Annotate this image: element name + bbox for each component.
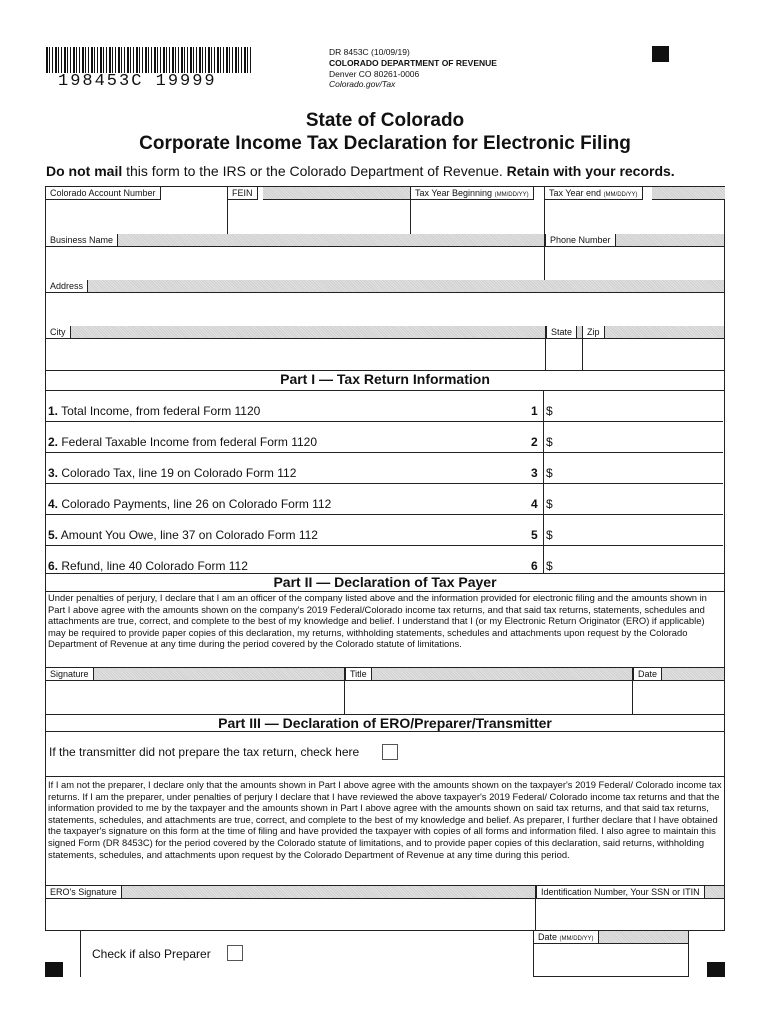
ero-signature-label: ERO's Signature (46, 886, 122, 899)
line-label: 6. Refund, line 40 Colorado Form 112 (48, 559, 248, 573)
department-address: Denver CO 80261-0006 (329, 69, 420, 79)
state-field[interactable] (546, 340, 581, 370)
zip-field[interactable] (583, 340, 724, 370)
barcode-number: 198453C 19999 (58, 72, 217, 91)
line-number: 2 (531, 435, 538, 449)
registration-mark (707, 962, 725, 977)
registration-mark (652, 46, 669, 62)
tax-year-begin-label: Tax Year Beginning (MM/DD/YY) (411, 187, 534, 200)
phone-label: Phone Number (545, 234, 616, 247)
ero-signature-field[interactable] (47, 900, 534, 930)
phone-field[interactable] (545, 248, 724, 279)
line-number: 4 (531, 497, 538, 511)
line-label: 1. Total Income, from federal Form 1120 (48, 404, 261, 418)
line-number: 1 (531, 404, 538, 418)
title-label: Title (345, 668, 372, 681)
line-amount-field[interactable] (556, 455, 722, 482)
line-label: 4. Colorado Payments, line 26 on Colorado Form 112 (48, 497, 332, 511)
dollar-sign: $ (546, 435, 553, 449)
line-label: 5. Amount You Owe, line 37 on Colorado Form 112 (48, 528, 318, 542)
signature-field[interactable] (47, 682, 343, 713)
instruction-line: Do not mail this form to the IRS or the Colorado Department of Revenue. Retain with your records. (46, 163, 675, 179)
line-number: 5 (531, 528, 538, 542)
business-name-field[interactable] (47, 248, 543, 279)
part1-heading: Part I — Tax Return Information (280, 371, 490, 387)
line-amount-field[interactable] (556, 517, 722, 544)
city-label: City (46, 326, 71, 339)
fein-field[interactable] (228, 201, 409, 233)
title-state: State of Colorado (305, 110, 465, 131)
line-amount-field[interactable] (556, 548, 722, 575)
part1-line-4 (46, 484, 724, 515)
form-id: DR 8453C (10/09/19) (329, 47, 410, 57)
id-number-field[interactable] (536, 900, 724, 930)
part2-declaration-text: Under penalties of perjury, I declare that I am an officer of the company listed above and the information provided for electronic filing and the amounts shown in Part I above agree with the amounts shown on the company's 2019 Federal/Colorado income tax returns, and that said tax returns, statements, schedules and attachments are true, correct, and complete to the best of my knowledge and belief. I understand that I (or my Electronic Return Originator (ERO) if applicable) may be required to provide paper copies of this declaration, my returns, withholding statements, schedules and attachments upon request by the Colorado Department of Revenue at any time during the period covered by the Colorado statute of limitations. (48, 592, 707, 650)
part3-section (45, 714, 725, 931)
title-field[interactable] (345, 682, 631, 713)
transmitter-checkbox[interactable] (382, 744, 398, 760)
transmitter-check-label: If the transmitter did not prepare the tax return, check here (49, 745, 360, 759)
ero-date-field[interactable] (534, 945, 688, 976)
line-label: 2. Federal Taxable Income from federal Form 1120 (48, 435, 318, 449)
part1-line-2 (46, 422, 724, 453)
taxpayer-info-block (45, 186, 725, 371)
dollar-sign: $ (546, 404, 553, 418)
dollar-sign: $ (546, 497, 553, 511)
date-label: Date (633, 668, 662, 681)
tax-year-end-field[interactable] (545, 201, 725, 233)
part3-declaration-text: If I am not the preparer, I declare only that the amounts shown in Part I above agree with the amounts shown on the taxpayer's 2019 Federal/ Colorado income tax returns. If I am the preparer, under penalties of perjury I declare that I have reviewed the above taxpayer's 2019 Federal/ Colorado income tax returns and that the information provided to me by the taxpayer and the amounts shown in Part I above agree with the amounts shown on said tax returns, and that said tax returns, statements, schedules, and attachments are true, correct, and complete to the best of my knowledge and belief. As preparer, I further declare that I have obtained the taxpayer's signature on this form at the time of filing and have provided the taxpayer with copies of all forms and information filed. I also agree to maintain this signed Form (DR 8453C) for the period covered by the Colorado statute of limitations, and to provide paper copies of this declaration, said returns, withholding statements, schedules, and attachments upon request by the Colorado Department of Revenue at any time during this period. (48, 779, 722, 860)
line-amount-field[interactable] (556, 424, 722, 451)
part3-heading: Part III — Declaration of ERO/Preparer/Transmitter (218, 715, 552, 731)
address-label: Address (46, 280, 88, 293)
account-number-field[interactable] (47, 201, 226, 233)
department-name: COLORADO DEPARTMENT OF REVENUE (329, 58, 497, 68)
line-label: 3. Colorado Tax, line 19 on Colorado Form 112 (48, 466, 297, 480)
business-name-label: Business Name (46, 234, 118, 247)
barcode (46, 47, 252, 73)
ero-date-label: Date (MM/DD/YY) (534, 931, 599, 944)
line-number: 6 (531, 559, 538, 573)
also-preparer-label: Check if also Preparer (92, 947, 211, 961)
signature-label: Signature (46, 668, 94, 681)
also-preparer-checkbox[interactable] (227, 945, 243, 961)
registration-mark (45, 962, 63, 977)
part2-heading: Part II — Declaration of Tax Payer (273, 574, 497, 590)
part2-section (45, 573, 725, 715)
department-website: Colorado.gov/Tax (329, 79, 396, 89)
tax-year-begin-field[interactable] (411, 201, 543, 233)
state-label: State (546, 326, 577, 339)
date-field[interactable] (633, 682, 724, 713)
zip-label: Zip (583, 326, 605, 339)
account-number-label: Colorado Account Number (46, 187, 161, 200)
fein-label: FEIN (228, 187, 258, 200)
address-field[interactable] (47, 294, 723, 325)
part1-line-5 (46, 515, 724, 546)
line-amount-field[interactable] (556, 486, 722, 513)
page-title: Corporate Income Tax Declaration for Electronic Filing (139, 133, 631, 154)
part1-line-3 (46, 453, 724, 484)
id-number-label: Identification Number, Your SSN or ITIN (536, 886, 705, 899)
dollar-sign: $ (546, 528, 553, 542)
tax-year-end-label: Tax Year end (MM/DD/YY) (545, 187, 643, 200)
line-number: 3 (531, 466, 538, 480)
dollar-sign: $ (546, 466, 553, 480)
dollar-sign: $ (546, 559, 553, 573)
part1-line-1 (46, 391, 724, 422)
city-field[interactable] (47, 340, 544, 370)
line-amount-field[interactable] (556, 393, 722, 420)
